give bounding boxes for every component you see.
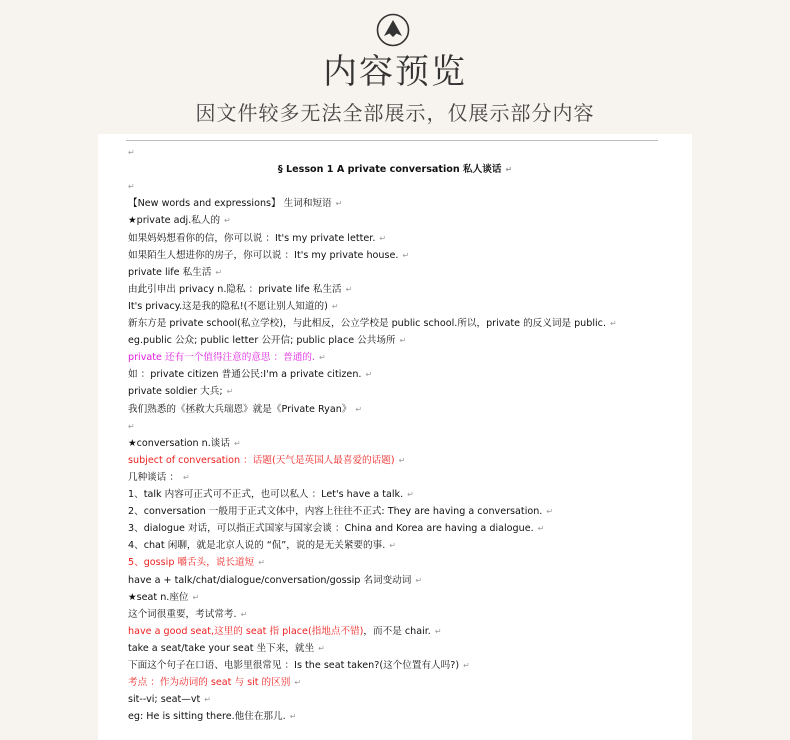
document-line — [128, 625, 442, 639]
document-line — [128, 454, 405, 468]
line-text: have a + talk/chat/dialogue/conversation/gossip 名词变动词 — [128, 574, 412, 586]
document-line — [128, 556, 265, 570]
paragraph-mark-icon: ↵ — [183, 472, 190, 482]
paragraph-mark-icon: ↵ — [398, 455, 406, 465]
paragraph-mark-icon: ↵ — [215, 267, 223, 277]
paragraph-mark-icon: ↵ — [331, 301, 339, 311]
document-line — [128, 368, 372, 382]
paragraph-mark-icon: ↵ — [226, 387, 234, 397]
paragraph-mark-icon: ↵ — [434, 626, 442, 636]
document-line — [128, 608, 247, 622]
line-text: 5、gossip 嚼舌头，说长道短 — [128, 557, 255, 569]
line-text: ★seat n.座位 — [128, 591, 189, 603]
document-line — [128, 693, 211, 707]
page-subtitle: 因文件较多无法全部展示，仅展示部分内容 — [195, 101, 595, 125]
document-line — [128, 232, 386, 246]
document-line — [128, 317, 617, 331]
lesson-heading — [98, 163, 692, 177]
line-text: 4、chat 闲聊，就是北京人说的 “侃”，说的是无关紧要的事. — [128, 540, 386, 552]
paragraph-mark-icon: ↵ — [610, 319, 617, 328]
paragraph-mark-icon: ↵ — [546, 507, 554, 517]
document-line — [128, 522, 544, 536]
line-text: have a good seat,这里的 seat 指 place(指地点不错)，而不是 chair. — [128, 625, 431, 637]
line-text: 由此引申出 privacy n.隐私 ：private life 私生活 — [128, 283, 342, 295]
line-text: eg.public 公众; public letter 公开信; public place 公共场所 — [128, 335, 396, 347]
line-text: private soldier 大兵; — [128, 386, 223, 398]
document-line — [128, 197, 342, 211]
line-text: subject of conversation ：话题(天气是英国人最喜爱的话题) — [128, 454, 395, 466]
paragraph-mark-icon: ↵ — [233, 438, 241, 448]
paragraph-mark-icon: ↵ — [402, 250, 410, 260]
paragraph-mark-icon: ↵ — [355, 404, 363, 414]
line-text: 如 ：private citizen 普通公民:I'm a private citizen. — [128, 369, 362, 381]
paragraph-mark-icon: ↵ — [128, 148, 135, 157]
document-line — [128, 266, 222, 280]
line-text: 下面这个句子在口语、电影里很常见 ：Is the seat taken?(这个位置有人吗?) — [128, 660, 460, 671]
document-preview — [98, 134, 692, 740]
paragraph-mark-icon: ↵ — [192, 592, 200, 602]
document-line — [128, 539, 396, 553]
document-line — [128, 283, 352, 297]
document-line — [128, 180, 135, 194]
paragraph-mark-icon: ↵ — [365, 370, 373, 380]
paragraph-mark-icon: ↵ — [407, 490, 414, 499]
document-line — [128, 642, 325, 656]
line-text: 新东方是 private school(私立学校)，与此相反，公立学校是 public school.所以，private 的反义词是 public. — [128, 318, 607, 329]
document-line — [128, 249, 409, 263]
line-text: private life 私生活 — [128, 266, 212, 278]
document-line — [128, 385, 233, 399]
document-line — [128, 146, 135, 160]
line-text: 3、dialogue 对话，可以指正式国家与国家会谈 ：China and Korea are having a dialogue. — [128, 523, 534, 535]
document-line — [128, 300, 339, 314]
line-text: 1、talk 内容可正式可不正式，也可以私人 ：Let's have a talk. — [128, 489, 404, 500]
paragraph-mark-icon: ↵ — [318, 353, 326, 363]
line-text: sit--vi; seat—vt — [128, 694, 201, 706]
line-text: 我们熟悉的《拯救大兵瑞恩》就是《Private Ryan》 — [128, 403, 352, 415]
paragraph-mark-icon: ↵ — [335, 199, 343, 209]
document-line — [128, 420, 135, 434]
line-text: private 还有一个值得注意的意思 ：普通的. — [128, 352, 315, 364]
paragraph-mark-icon: ↵ — [505, 165, 513, 175]
paragraph-mark-icon: ↵ — [463, 661, 470, 670]
paragraph-mark-icon: ↵ — [537, 524, 545, 534]
line-text: 这个词很重要，考试常考. — [128, 608, 237, 620]
document-line — [128, 471, 190, 485]
document-line — [128, 214, 231, 228]
document-line — [128, 591, 199, 605]
line-text: 如果陌生人想进你的房子，你可以说 ：It's my private house. — [128, 249, 399, 261]
line-text: take a seat/take your seat 坐下来，就坐 — [128, 642, 315, 654]
document-line — [128, 676, 301, 690]
paragraph-mark-icon: ↵ — [294, 678, 302, 688]
line-text: § Lesson 1 A private conversation 私人谈话 — [277, 164, 502, 176]
paragraph-mark-icon: ↵ — [415, 575, 423, 585]
line-text: eg: He is sitting there.他住在那儿. — [128, 711, 286, 723]
paragraph-mark-icon: ↵ — [345, 284, 353, 294]
line-text: ★conversation n.谈话 — [128, 437, 230, 449]
document-line — [128, 351, 326, 365]
line-text: 2、conversation 一般用于正式文体中，内容上往往不正式: They are having a conversation. — [128, 506, 543, 518]
page-title: 内容预览 — [323, 52, 467, 92]
document-line — [128, 574, 422, 588]
line-text: It's privacy.这是我的隐私!(不愿让别人知道的) — [128, 300, 328, 312]
paragraph-mark-icon: ↵ — [240, 609, 248, 619]
brand-logo-icon — [376, 13, 410, 47]
document-line — [128, 437, 241, 451]
paragraph-mark-icon: ↵ — [204, 695, 211, 705]
document-top-rule — [126, 140, 658, 141]
document-line — [128, 334, 406, 348]
paragraph-mark-icon: ↵ — [379, 233, 387, 243]
line-text: 【New words and expressions】 生词和短语 — [128, 198, 332, 210]
document-line — [128, 403, 362, 417]
document-line — [128, 710, 296, 724]
line-text: 几种谈话 ： — [128, 471, 180, 483]
line-text: 如果妈妈想看你的信，你可以说 ：It's my private letter. — [128, 232, 376, 244]
paragraph-mark-icon: ↵ — [318, 643, 325, 653]
line-text: 考点 ：作为动词的 seat 与 sit 的区别 — [128, 677, 291, 689]
paragraph-mark-icon: ↵ — [289, 712, 297, 722]
document-line — [128, 659, 470, 673]
document-line — [128, 505, 553, 519]
paragraph-mark-icon: ↵ — [224, 216, 231, 226]
paragraph-mark-icon: ↵ — [389, 541, 396, 551]
paragraph-mark-icon: ↵ — [258, 558, 265, 568]
paragraph-mark-icon: ↵ — [128, 421, 135, 431]
document-line — [128, 488, 414, 502]
paragraph-mark-icon: ↵ — [128, 182, 135, 192]
line-text: ★private adj.私人的 — [128, 215, 221, 227]
paragraph-mark-icon: ↵ — [399, 336, 407, 346]
